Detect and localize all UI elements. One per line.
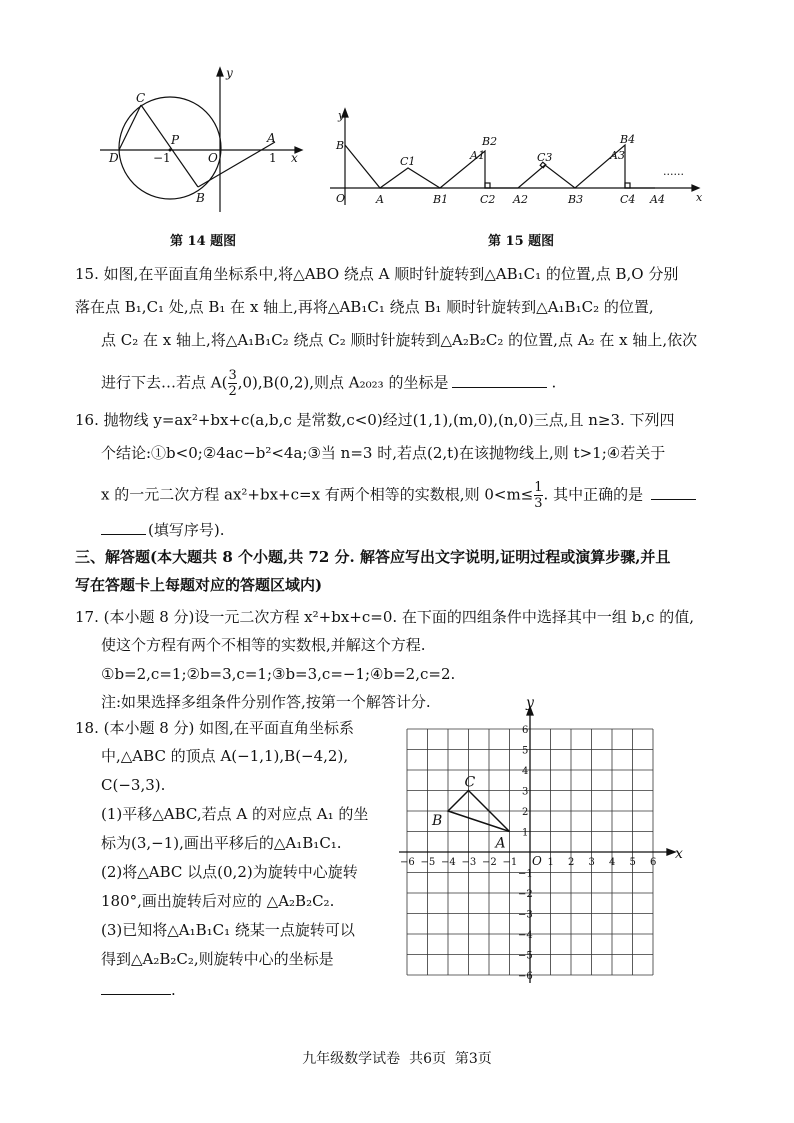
fig15-label-c2: C2 bbox=[480, 193, 496, 206]
q18-answer-blank[interactable] bbox=[101, 980, 171, 995]
grid-y-tick-label: −4 bbox=[518, 930, 533, 941]
q16-answer-blank-2[interactable] bbox=[101, 520, 146, 535]
fig15-label-x: x bbox=[696, 191, 703, 204]
grid-x-tick-label: 2 bbox=[568, 857, 575, 868]
grid-y-tick-label: 2 bbox=[522, 807, 529, 818]
q18-line4: (1)平移△ABC,若点 A 的对应点 A₁ 的坐 bbox=[101, 805, 369, 823]
q16-frac-num: 1 bbox=[534, 480, 543, 495]
grid-x-tick-label: 6 bbox=[650, 857, 657, 868]
fig15-label-b: B bbox=[336, 139, 345, 152]
q16-line1: 16. 抛物线 y=ax²+bx+c(a,b,c 是常数,c<0)经过(1,1),(m,0),(n,0)三点,且 n≥3. 下列四 bbox=[75, 411, 675, 429]
grid-point-a-label: A bbox=[495, 835, 506, 852]
fig14-chord-cb bbox=[141, 105, 198, 187]
q17-line4: 注:如果选择多组条件分别作答,按第一个解答计分. bbox=[101, 693, 431, 711]
fig14-label-one: 1 bbox=[269, 151, 277, 165]
fig14-label-p: P bbox=[171, 133, 180, 147]
q18-line1: 18. (本小题 8 分) 如图,在平面直角坐标系 bbox=[75, 719, 354, 737]
fig15-label-c3: C3 bbox=[537, 151, 553, 164]
fig14-y-arrow bbox=[217, 68, 223, 76]
fig15-label-y: y bbox=[338, 109, 345, 122]
grid-x-tick-label: −6 bbox=[400, 857, 415, 868]
fig15-label-b4: B4 bbox=[620, 133, 636, 146]
grid-x-tick-label: −1 bbox=[502, 857, 518, 868]
fig15-label-a3: A3 bbox=[610, 149, 625, 162]
fig15-label-o: O bbox=[336, 192, 346, 205]
grid-x-tick-label: 4 bbox=[609, 857, 616, 868]
grid-x-tick-label: −3 bbox=[461, 857, 477, 868]
q18-line2: 中,△ABC 的顶点 A(−1,1),B(−4,2), bbox=[101, 747, 349, 765]
grid-y-tick-label: −1 bbox=[518, 868, 533, 880]
fig14-label-b: B bbox=[196, 191, 205, 205]
grid-y-tick-label: 5 bbox=[522, 745, 529, 757]
q16-line3a: x 的一元二次方程 ax²+bx+c=x 有两个相等的实数根,则 0<m≤ bbox=[101, 485, 534, 504]
grid-y-tick-label: −2 bbox=[518, 889, 533, 900]
q16-line3b: . 其中正确的是 bbox=[543, 485, 644, 504]
q18-line8: (3)已知将△A₁B₁C₁ 绕某一点旋转可以 bbox=[101, 921, 355, 939]
q15-line4 bbox=[101, 368, 556, 399]
question-16 bbox=[75, 410, 735, 540]
q18-line5: 标为(3,−1),画出平移后的△A₁B₁C₁. bbox=[101, 834, 342, 852]
grid-x-axis-label: x bbox=[675, 846, 683, 862]
fig14-label-a: A bbox=[267, 131, 276, 145]
grid-origin-label: O bbox=[532, 854, 542, 868]
grid-y-tick-label: 3 bbox=[522, 786, 529, 798]
fig15-zigzag bbox=[345, 145, 655, 188]
q18-coordinate-grid bbox=[400, 695, 695, 995]
grid-x-tick-label: 5 bbox=[629, 857, 636, 868]
q15-line2: 落在点 B₁,C₁ 处,点 B₁ 在 x 轴上,再将△AB₁C₁ 绕点 B₁ 顺时针旋转到△A₁B₁C₂ 的位置, bbox=[75, 298, 654, 316]
fig14-label-y: y bbox=[226, 66, 233, 80]
fig15-label-dots: ...... bbox=[663, 165, 684, 178]
q15-frac-num: 3 bbox=[228, 368, 237, 383]
fig15-label-a4: A4 bbox=[650, 193, 665, 206]
grid-y-tick-label: 1 bbox=[522, 827, 529, 839]
q15-frac-den: 2 bbox=[228, 384, 237, 399]
fig14-label-o: O bbox=[208, 151, 218, 165]
q17-line1: 17. (本小题 8 分)设一元二次方程 x²+bx+c=0. 在下面的四组条件中选择其中一组 b,c 的值, bbox=[75, 608, 694, 626]
q15-line3: 点 C₂ 在 x 轴上,将△A₁B₁C₂ 绕点 C₂ 顺时针旋转到△A₂B₂C₂ 的位置,点 A₂ 在 x 轴上,依次 bbox=[101, 331, 698, 349]
grid-y-tick-label: −5 bbox=[518, 950, 533, 962]
fig14-label-x: x bbox=[291, 151, 298, 165]
fig14-circle bbox=[119, 97, 221, 199]
fig15-label-b3: B3 bbox=[568, 193, 584, 206]
q16-fraction bbox=[534, 480, 542, 511]
q18-line7: 180°,画出旋转后对应的 △A₂B₂C₂. bbox=[101, 892, 335, 910]
fig15-label-c1: C1 bbox=[400, 155, 416, 168]
grid-y-tick-label: 6 bbox=[522, 725, 529, 736]
q18-line3: C(−3,3). bbox=[101, 776, 166, 794]
grid-x-tick-label: 1 bbox=[547, 857, 554, 868]
q16-line2: 个结论:①b<0;②4ac−b²<4a;③当 n=3 时,若点(2,t)在该抛物线上,则 t>1;④若关于 bbox=[101, 444, 666, 462]
q16-line4-wrap bbox=[101, 520, 224, 540]
grid-x-tick-label: −4 bbox=[441, 857, 456, 868]
fig15-label-b1: B1 bbox=[433, 193, 449, 206]
question-15 bbox=[75, 264, 735, 399]
grid-point-b-label: B bbox=[432, 813, 443, 829]
q15-line4a: 进行下去…若点 A( bbox=[101, 373, 228, 392]
figure-15 bbox=[330, 105, 710, 215]
grid-x-tick-label: 3 bbox=[588, 857, 595, 868]
q15-line4b: ,0),B(0,2),则点 A₂₀₂₃ 的坐标是 bbox=[237, 373, 449, 392]
q18-line6: (2)将△ABC 以点(0,2)为旋转中心旋转 bbox=[101, 863, 358, 881]
fig15-label-a: A bbox=[376, 193, 384, 206]
page-footer: 九年级数学试卷 共6页 第3页 bbox=[302, 1051, 492, 1067]
q17-line3: ①b=2,c=1;②b=3,c=1;③b=3,c=−1;④b=2,c=2. bbox=[101, 665, 456, 683]
grid-x-tick-label: −5 bbox=[420, 857, 436, 868]
q15-line4c: . bbox=[551, 373, 557, 392]
q16-answer-blank-1[interactable] bbox=[651, 485, 696, 500]
fig14-chord-dc bbox=[119, 105, 141, 150]
q15-answer-blank[interactable] bbox=[452, 373, 547, 388]
figure-14 bbox=[95, 62, 310, 212]
fig14-label-d: D bbox=[109, 151, 119, 165]
grid-y-axis-label: y bbox=[526, 695, 534, 711]
question-18 bbox=[75, 718, 395, 1008]
fig14-label-c: C bbox=[136, 91, 146, 105]
q16-frac-den: 3 bbox=[534, 496, 543, 511]
q15-line1: 15. 如图,在平面直角坐标系中,将△ABO 绕点 A 顺时针旋转到△AB₁C₁ 的位置,点 B,O 分别 bbox=[75, 265, 679, 283]
q16-line3 bbox=[101, 480, 696, 511]
grid-point-c-label: C bbox=[464, 774, 476, 791]
fig15-label-a1: A1 bbox=[470, 149, 485, 162]
q18-line10-wrap bbox=[101, 980, 176, 1000]
sec3-line1: 三、解答题(本大题共 8 个小题,共 72 分. 解答应写出文字说明,证明过程或演算步骤,并且 bbox=[75, 548, 671, 566]
sec3-line2: 写在答题卡上每题对应的答题区域内) bbox=[75, 576, 323, 594]
grid-y-tick-label: 4 bbox=[522, 766, 529, 777]
grid-x-arrow bbox=[667, 849, 675, 855]
fig15-label-b2: B2 bbox=[482, 135, 498, 148]
grid-x-tick-label: −2 bbox=[482, 857, 497, 868]
q16-line4: (填写序号). bbox=[148, 521, 225, 539]
fig15-label-a2: A2 bbox=[513, 193, 528, 206]
grid-y-tick-label: −6 bbox=[518, 971, 533, 982]
fig14-label-neg1: −1 bbox=[153, 151, 171, 165]
q17-line2: 使这个方程有两个不相等的实数根,并解这个方程. bbox=[101, 636, 426, 654]
q18-line9: 得到△A₂B₂C₂,则旋转中心的坐标是 bbox=[101, 950, 334, 968]
q18-line10: . bbox=[171, 981, 176, 999]
fig14-caption: 第 14 题图 bbox=[170, 234, 237, 249]
section-3-header bbox=[75, 547, 755, 597]
fig15-label-c4: C4 bbox=[620, 193, 636, 206]
grid-y-tick-label: −3 bbox=[518, 909, 533, 921]
fig15-caption: 第 15 题图 bbox=[488, 234, 555, 249]
q15-fraction bbox=[228, 368, 236, 399]
